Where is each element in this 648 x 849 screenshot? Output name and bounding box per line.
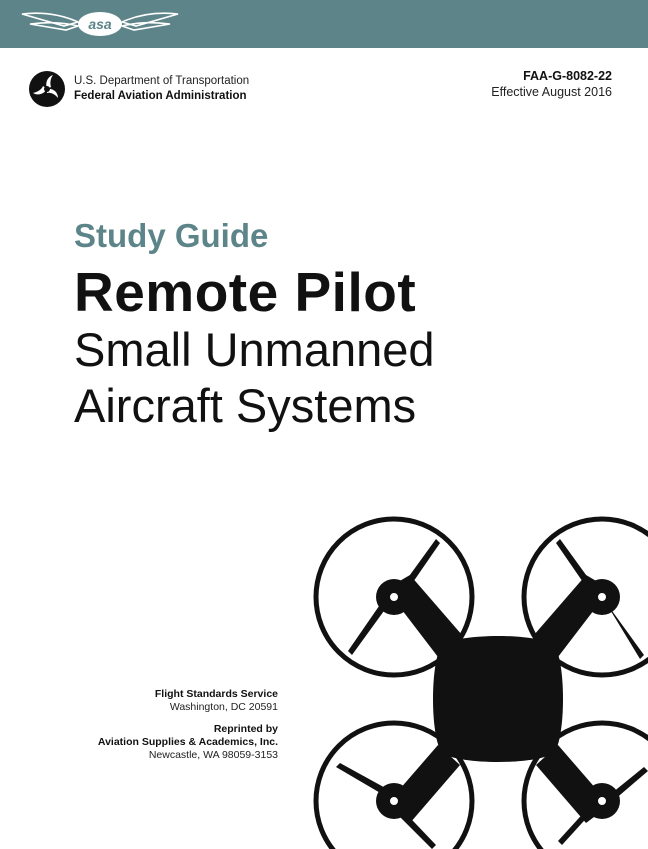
service-location: Washington, DC 20591 <box>169 701 278 713</box>
service-name: Flight Standards Service <box>154 688 278 700</box>
publisher-location: Newcastle, WA 98059-3153 <box>148 749 278 761</box>
asa-logo-text: asa <box>88 16 112 32</box>
publisher-name: Aviation Supplies & Academics, Inc. <box>97 736 278 748</box>
effective-date: Effective August 2016 <box>491 85 612 99</box>
document-number: FAA-G-8082-22 <box>523 69 612 83</box>
document-id-block <box>491 68 612 100</box>
dot-triskelion-logo <box>28 70 66 108</box>
title-kicker: Study Guide <box>74 217 269 254</box>
reprinted-label: Reprinted by <box>213 723 278 735</box>
title-main: Remote Pilot <box>74 261 417 323</box>
subtitle-line-1: Small Unmanned <box>74 323 435 376</box>
subtitle-line-2: Aircraft Systems <box>74 379 417 432</box>
quadcopter-drone-icon <box>300 505 648 849</box>
imprint-spacer <box>98 714 278 723</box>
agency-block <box>74 74 249 104</box>
header-bar <box>0 0 648 48</box>
imprint-block <box>98 688 278 762</box>
administration-name: Federal Aviation Administration <box>74 90 247 102</box>
department-name: U.S. Department of Transportation <box>74 75 250 87</box>
asa-wings-logo <box>20 6 180 42</box>
title-block <box>74 214 435 434</box>
